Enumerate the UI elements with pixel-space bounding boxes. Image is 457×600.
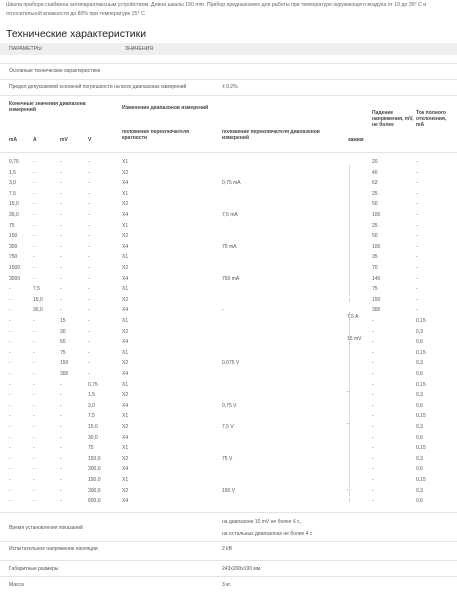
- cell-mv: 150: [60, 360, 69, 367]
- cell-ma: -: [9, 349, 11, 356]
- cell-current: 0,15: [416, 477, 426, 483]
- cell-mult: X2: [122, 296, 129, 303]
- cell-ma: -: [9, 434, 11, 441]
- col-switch-range: положение переключателя диапазонов измерений: [222, 129, 320, 141]
- col-ma: mA: [9, 137, 18, 143]
- cell-ma: 300: [9, 243, 18, 250]
- cell-ma: -: [9, 328, 11, 335]
- cell-ma: -: [9, 477, 11, 483]
- cell-mult: X1: [122, 445, 129, 452]
- cell-current: 0,3: [416, 455, 423, 462]
- cell-drop: -: [372, 445, 374, 452]
- cell-current: 0,3: [416, 360, 423, 367]
- cell-range: 0,075 V: [222, 360, 240, 367]
- cell-mult: X2: [122, 455, 129, 462]
- cell-mv: -: [60, 392, 62, 399]
- cell-ma: 1,5: [9, 169, 16, 176]
- cell-drop: -: [372, 477, 374, 483]
- error-label: Предел допускаемой основной погрешности на всех диапазонах измерений: [9, 84, 187, 90]
- cell-range: 75 V: [222, 455, 233, 462]
- cell-a: 7,5: [33, 286, 40, 293]
- cell-drop: 300: [372, 307, 381, 314]
- cell-v: -: [88, 190, 90, 197]
- cell-mv: 30: [60, 328, 66, 335]
- cell-drop: -: [372, 339, 374, 346]
- cell-v: -: [88, 286, 90, 293]
- divider: [0, 95, 457, 96]
- cell-range: 0,75 V: [222, 402, 237, 409]
- cell-drop: 100: [372, 243, 381, 250]
- cell-current: 0,3: [416, 328, 423, 335]
- cell-current: 0,3: [416, 392, 423, 399]
- cell-current: -: [416, 169, 418, 176]
- cell-mv: -: [60, 190, 62, 197]
- cell-mult: X1: [122, 286, 129, 293]
- cell-mult: X2: [122, 360, 129, 367]
- cell-a: -: [33, 413, 35, 420]
- cell-mv: -: [60, 434, 62, 441]
- clamp-dash: -: [347, 421, 349, 427]
- cell-ma: -: [9, 371, 11, 377]
- cell-mv: -: [60, 254, 62, 261]
- cell-a: -: [33, 180, 35, 187]
- divider: [0, 63, 457, 64]
- clamp-value-mv: 15 mV: [347, 336, 362, 342]
- cell-ma: 0,75: [9, 159, 19, 165]
- cell-mult: X4: [122, 243, 129, 250]
- cell-mv: -: [60, 275, 62, 282]
- cell-v: -: [88, 212, 90, 218]
- clamp-value-a: 7,5 A: [347, 314, 359, 320]
- cell-a: -: [33, 243, 35, 250]
- time-label: Время установления показаний: [9, 525, 83, 531]
- cell-mult: X1: [122, 222, 129, 229]
- cell-v: 150,0: [88, 455, 101, 462]
- cell-v: 1,5: [88, 392, 95, 399]
- cell-a: -: [33, 265, 35, 271]
- cell-current: 0,15: [416, 318, 426, 324]
- cell-mv: -: [60, 222, 62, 229]
- col-v: V: [88, 137, 92, 143]
- col-switch-mult: положение переключателя кратности: [122, 129, 190, 141]
- cell-a: -: [33, 212, 35, 218]
- cell-mv: -: [60, 445, 62, 452]
- divider: [0, 512, 457, 513]
- cell-ma: -: [9, 339, 11, 346]
- col-clamp: зажим: [348, 137, 364, 143]
- cell-mult: X1: [122, 381, 129, 388]
- cell-a: -: [33, 402, 35, 409]
- cell-a: -: [33, 424, 35, 430]
- cell-ma: -: [9, 424, 11, 430]
- cell-a: -: [33, 455, 35, 462]
- cell-drop: 62: [372, 180, 378, 187]
- cell-v: -: [88, 296, 90, 303]
- cell-ma: -: [9, 296, 11, 303]
- col-a: A: [33, 137, 37, 143]
- cell-drop: -: [372, 371, 374, 377]
- cell-mult: X1: [122, 349, 129, 356]
- cell-a: -: [33, 339, 35, 346]
- cell-v: -: [88, 265, 90, 271]
- cell-range: 75 mA: [222, 243, 237, 250]
- cell-mult: X1: [122, 413, 129, 420]
- cell-v: -: [88, 254, 90, 261]
- cell-v: 15,0: [88, 424, 98, 430]
- cell-a: -: [33, 349, 35, 356]
- cell-mv: -: [60, 265, 62, 271]
- cell-current: -: [416, 254, 418, 261]
- cell-mv: -: [60, 286, 62, 293]
- intro-text: Шкала прибора снабжена антипараллаксным устройством. Длина шкалы 150 mm. Прибор предназначен для работы при температуре окружающего воздуха от 10 до 35° С и относительной влажности до 80% при температуре 25° С: [6, 2, 427, 17]
- cell-drop: -: [372, 402, 374, 409]
- cell-mult: X2: [122, 265, 129, 271]
- cell-mult: X2: [122, 233, 129, 240]
- cell-ma: -: [9, 455, 11, 462]
- cell-v: -: [88, 339, 90, 346]
- cell-v: -: [88, 159, 90, 165]
- cell-a: -: [33, 381, 35, 388]
- cell-mv: 75: [60, 349, 66, 356]
- cell-v: -: [88, 169, 90, 176]
- cell-drop: -: [372, 466, 374, 473]
- cell-ma: -: [9, 318, 11, 324]
- cell-current: -: [416, 243, 418, 250]
- cell-range: 7,5 V: [222, 424, 234, 430]
- cell-mult: X4: [122, 180, 129, 187]
- cell-a: -: [33, 466, 35, 473]
- cell-current: -: [416, 265, 418, 271]
- cell-ma: 7,5: [9, 190, 16, 197]
- group-end-values: Конечные значения диапазона измерений: [9, 101, 86, 113]
- cell-drop: -: [372, 392, 374, 399]
- cell-mv: -: [60, 487, 62, 494]
- cell-v: -: [88, 360, 90, 367]
- cell-mv: -: [60, 477, 62, 483]
- cell-a: -: [33, 360, 35, 367]
- cell-mult: X4: [122, 339, 129, 346]
- header-values: ЗНАЧЕНИЯ: [125, 43, 457, 55]
- cell-drop: 50: [372, 201, 378, 208]
- cell-drop: 40: [372, 169, 378, 176]
- cell-drop: -: [372, 498, 374, 505]
- cell-a: -: [33, 477, 35, 483]
- group-range-change: Изменение диапазонов измерений: [122, 105, 209, 111]
- cell-mult: X1: [122, 190, 129, 197]
- cell-drop: -: [372, 328, 374, 335]
- cell-v: 7,5: [88, 413, 95, 420]
- cell-mult: X1: [122, 254, 129, 261]
- cell-ma: -: [9, 392, 11, 399]
- cell-v: 0,75: [88, 381, 98, 388]
- cell-a: -: [33, 201, 35, 208]
- voltage-label: Испытательное напряжение изоляции: [9, 546, 98, 552]
- cell-mult: X4: [122, 371, 129, 377]
- cell-current: -: [416, 201, 418, 208]
- cell-mult: X2: [122, 201, 129, 208]
- cell-mv: -: [60, 413, 62, 420]
- cell-ma: -: [9, 487, 11, 494]
- divider: [0, 541, 457, 542]
- divider: [0, 560, 457, 561]
- cell-current: 0,3: [416, 487, 423, 494]
- cell-mult: X4: [122, 275, 129, 282]
- cell-mult: X2: [122, 328, 129, 335]
- cell-mv: 300: [60, 371, 69, 377]
- cell-current: -: [416, 296, 418, 303]
- cell-mv: -: [60, 159, 62, 165]
- cell-current: -: [416, 222, 418, 229]
- col-mv: mV: [60, 137, 68, 143]
- cell-a: -: [33, 328, 35, 335]
- cell-drop: -: [372, 413, 374, 420]
- cell-current: -: [416, 212, 418, 218]
- cell-ma: 750: [9, 254, 18, 261]
- divider: [0, 576, 457, 577]
- cell-drop: 25: [372, 222, 378, 229]
- cell-mv: -: [60, 424, 62, 430]
- cell-current: -: [416, 159, 418, 165]
- cell-mv: -: [60, 498, 62, 505]
- cell-v: -: [88, 275, 90, 282]
- cell-current: 0,6: [416, 339, 423, 346]
- cell-v: 600,0: [88, 498, 101, 505]
- cell-v: 300,0: [88, 487, 101, 494]
- cell-drop: -: [372, 487, 374, 494]
- cell-drop: -: [372, 455, 374, 462]
- error-value: ± 0,2%: [222, 84, 238, 90]
- cell-ma: -: [9, 307, 11, 314]
- cell-mv: -: [60, 402, 62, 409]
- divider: [0, 152, 457, 153]
- cell-v: -: [88, 233, 90, 240]
- cell-ma: 15,0: [9, 201, 19, 208]
- cell-v: 300,0: [88, 466, 101, 473]
- cell-mult: X2: [122, 392, 129, 399]
- cell-a: -: [33, 434, 35, 441]
- cell-drop: 70: [372, 265, 378, 271]
- cell-mv: -: [60, 180, 62, 187]
- cell-drop: 150: [372, 296, 381, 303]
- cell-current: 0,15: [416, 381, 426, 388]
- cell-current: 0,3: [416, 424, 423, 430]
- size-label: Габаритные размеры: [9, 566, 59, 572]
- cell-mult: X4: [122, 498, 129, 505]
- cell-mult: X4: [122, 434, 129, 441]
- cell-current: 0,15: [416, 413, 426, 420]
- cell-mv: 60: [60, 339, 66, 346]
- cell-mult: X2: [122, 487, 129, 494]
- cell-current: 0,6: [416, 498, 423, 505]
- header-params: ПАРАМЕТРЫ: [0, 43, 125, 55]
- cell-ma: 75: [9, 222, 15, 229]
- cell-v: -: [88, 201, 90, 208]
- cell-v: -: [88, 328, 90, 335]
- cell-a: -: [33, 233, 35, 240]
- cell-a: -: [33, 445, 35, 452]
- cell-current: 0,15: [416, 349, 426, 356]
- cell-drop: 20: [372, 159, 378, 165]
- cell-v: 75: [88, 445, 94, 452]
- page-title: Технические характеристики: [6, 28, 147, 40]
- cell-mv: -: [60, 296, 62, 303]
- cell-v: -: [88, 222, 90, 229]
- cell-v: 150,0: [88, 477, 101, 483]
- table-header: [0, 43, 457, 55]
- cell-mult: X2: [122, 169, 129, 176]
- cell-current: 0,6: [416, 466, 423, 473]
- cell-mv: -: [60, 381, 62, 388]
- cell-mv: -: [60, 233, 62, 240]
- cell-drop: -: [372, 360, 374, 367]
- cell-ma: -: [9, 498, 11, 505]
- cell-mv: -: [60, 212, 62, 218]
- cell-a: -: [33, 392, 35, 399]
- cell-current: 0,6: [416, 371, 423, 377]
- cell-drop: 50: [372, 233, 378, 240]
- group-drop: Падение напряжения, mV, не более: [372, 110, 414, 128]
- cell-current: 0,6: [416, 434, 423, 441]
- cell-mv: -: [60, 243, 62, 250]
- clamp-dash: -: [347, 487, 349, 493]
- cell-mult: X2: [122, 424, 129, 430]
- divider: [0, 79, 457, 80]
- cell-range: 7,5 mA: [222, 212, 238, 218]
- group-current: Ток полного отклонения, mA: [416, 110, 447, 128]
- cell-mult: X1: [122, 159, 129, 165]
- cell-drop: 75: [372, 286, 378, 293]
- cell-mult: X1: [122, 477, 129, 483]
- cell-drop: -: [372, 349, 374, 356]
- cell-v: -: [88, 349, 90, 356]
- cell-a: 15,0: [33, 296, 43, 303]
- cell-drop: -: [372, 434, 374, 441]
- cell-drop: -: [372, 381, 374, 388]
- cell-a: -: [33, 498, 35, 505]
- cell-range: 0,75 mA: [222, 180, 241, 187]
- cell-mult: X4: [122, 466, 129, 473]
- voltage-value: 2 kB: [222, 546, 233, 552]
- clamp-dash: -: [347, 389, 349, 395]
- cell-a: -: [33, 318, 35, 324]
- cell-drop: 100: [372, 212, 381, 218]
- cell-ma: -: [9, 413, 11, 420]
- cell-mv: -: [60, 307, 62, 314]
- cell-a: -: [33, 222, 35, 229]
- cell-a: -: [33, 254, 35, 261]
- cell-mv: -: [60, 201, 62, 208]
- cell-current: -: [416, 275, 418, 282]
- cell-a: -: [33, 190, 35, 197]
- bracket-line: [349, 165, 350, 302]
- cell-current: 0,15: [416, 445, 426, 452]
- cell-a: -: [33, 275, 35, 282]
- cell-drop: 25: [372, 190, 378, 197]
- cell-mv: 15: [60, 318, 66, 324]
- cell-ma: -: [9, 381, 11, 388]
- cell-range: 750 mA: [222, 275, 240, 282]
- time-value-1: на диапазоне 10 mV не более 6 с,: [222, 519, 302, 525]
- cell-a: 30,0: [33, 307, 43, 314]
- cell-ma: 1500: [9, 265, 21, 271]
- cell-drop: -: [372, 318, 374, 324]
- cell-v: -: [88, 243, 90, 250]
- basic-label: Основные технические характеристики: [9, 68, 101, 74]
- cell-ma: 3000: [9, 275, 21, 282]
- cell-mult: X4: [122, 307, 129, 314]
- cell-ma: -: [9, 402, 11, 409]
- cell-ma: 3,0: [9, 180, 16, 187]
- cell-current: -: [416, 307, 418, 314]
- cell-a: -: [33, 371, 35, 377]
- cell-current: -: [416, 190, 418, 197]
- cell-ma: -: [9, 466, 11, 473]
- cell-current: -: [416, 286, 418, 293]
- cell-v: -: [88, 307, 90, 314]
- time-value-2: на остальных диапазонах не более 4 с: [222, 531, 313, 537]
- cell-current: 0,6: [416, 402, 423, 409]
- cell-a: -: [33, 159, 35, 165]
- cell-v: -: [88, 180, 90, 187]
- cell-range: -: [222, 307, 224, 314]
- mass-value: 3 кг.: [222, 582, 231, 588]
- cell-v: 3,0: [88, 402, 95, 409]
- cell-a: -: [33, 169, 35, 176]
- cell-drop: 140: [372, 275, 381, 282]
- cell-range: 150 V: [222, 487, 236, 494]
- cell-ma: 30,0: [9, 212, 19, 218]
- cell-v: 30,0: [88, 434, 98, 441]
- cell-mv: -: [60, 455, 62, 462]
- cell-drop: 35: [372, 254, 378, 261]
- cell-ma: -: [9, 286, 11, 293]
- cell-a: -: [33, 487, 35, 494]
- cell-ma: -: [9, 445, 11, 452]
- cell-ma: -: [9, 360, 11, 367]
- cell-current: -: [416, 180, 418, 187]
- cell-current: -: [416, 233, 418, 240]
- cell-mult: X1: [122, 318, 129, 324]
- cell-mv: -: [60, 466, 62, 473]
- cell-mv: -: [60, 169, 62, 176]
- size-value: 243x200x100 мм: [222, 566, 261, 572]
- cell-mult: X4: [122, 402, 129, 409]
- cell-drop: -: [372, 424, 374, 430]
- cell-ma: 150: [9, 233, 18, 240]
- cell-v: -: [88, 371, 90, 377]
- mass-label: Масса: [9, 582, 24, 588]
- cell-v: -: [88, 318, 90, 324]
- cell-mult: X4: [122, 212, 129, 218]
